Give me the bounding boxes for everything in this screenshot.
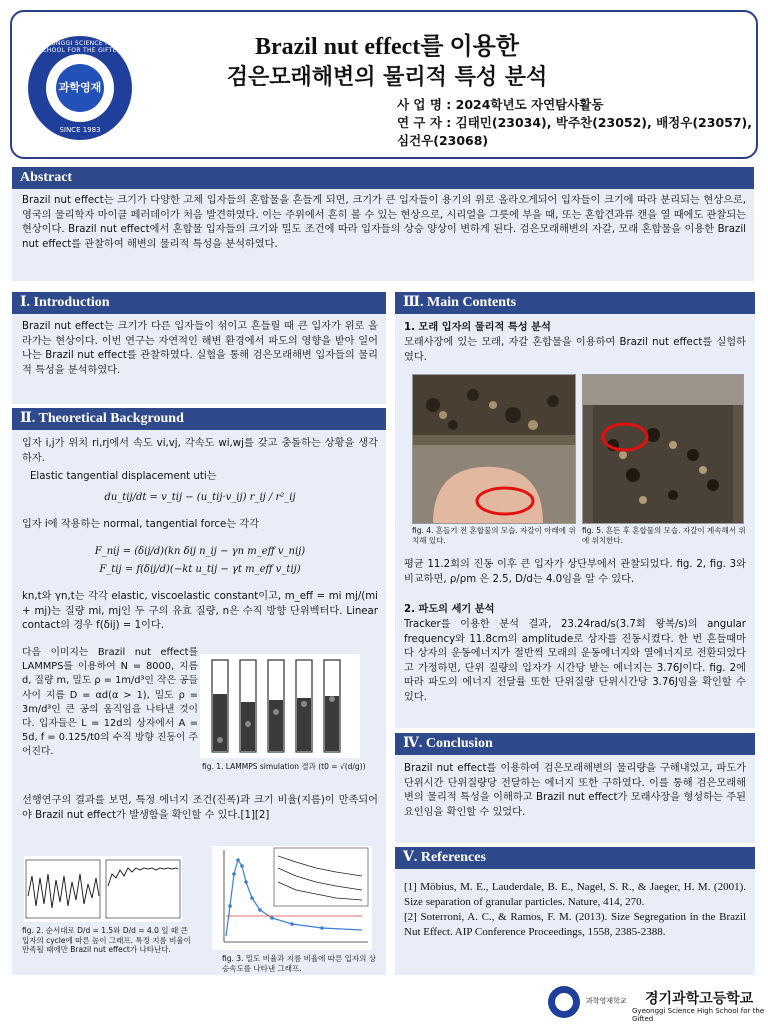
- conclusion-heading: Ⅳ. Conclusion: [395, 733, 755, 755]
- fig4-caption: fig. 4. 흔들기 전 혼합물의 모습. 자갈이 아래에 위치해 있다.: [412, 526, 576, 545]
- introduction-heading: Ⅰ. Introduction: [12, 292, 386, 314]
- theory-p2: Elastic tangential displacement uti는: [30, 471, 217, 482]
- conclusion-body: Brazil nut effect를 이용하여 검은모래해변의 물리량을 구해내었고, 파도가 단위시간 단위질량당 전달하는 에너지 또한 구하였다. 이를 통해 검은모래해변의 물리적 특성을 이해하고 Brazil nut effect가 모래사장을 형성하는 주된 요인임을 확인할 수 있었다.: [404, 763, 746, 818]
- fig2-caption: fig. 2. 순서대로 D/d = 1.5와 D/d = 4.0 일 때 큰 입자의 cycle에 따른 높이 그래프. 특정 지름 비율이 만족될 때에만 Brazil nut effect가 나타난다.: [22, 926, 191, 954]
- abstract-body: Brazil nut effect는 크기가 다양한 고체 입자들의 혼합물을 흔들게 되면, 크기가 큰 입자들이 용기의 위로 올라오게되어 입자들이 크기에 따라 분리되는 현상으로, 영국의 물리학자 마이클 페러데이가 처음 발견하였다. 이는 주위에서 흔히 볼 수 있는 현상으로, 시리얼을 그릇에 부을 때, 또는 혼합견과류 캔을 열 때에도 관찰되는 현상이다. Brazil nut effect에서 혼합물 입자들의 크기와 밀도 조건에 따라 입자들의 상승 양상이 변하게 된다. 검은모래해변의 자갈, 모래 혼합물을 이용한 Brazil nut effect를 관찰하여 해변의 물리적 특성을 분석하였다.: [22, 195, 746, 250]
- introduction-body: Brazil nut effect는 크기가 다른 입자들이 섞이고 흔들릴 때 큰 입자가 위로 올라가는 현상이다. 이번 연구는 자연적인 해변 환경에서 파도의 영향을 받아 일어나는 Brazil nut effect를 관찰하였다. 실험을 통해 검은모래해변 입자들의 물리적 특성을 분석하였다.: [22, 321, 378, 376]
- references-heading: Ⅴ. References: [395, 847, 755, 869]
- abstract-heading: Abstract: [12, 167, 754, 189]
- theory-p6: 선행연구의 결과를 보면, 특정 에너지 조건(진폭)과 크기 비율(지름)이 만족되어야 Brazil nut effect가 발생함을 확인할 수 있다.[1][2]: [22, 795, 378, 821]
- title-line2: 검은모래해변의 물리적 특성 분석: [226, 65, 548, 90]
- main-s1-body: 모래사장에 있는 모래, 자갈 혼합물을 이용하여 Brazil nut effect를 실험하였다.: [404, 337, 746, 363]
- logo-ring-top: GYEONGGI SCIENCE HIGH SCHOOL FOR THE GIFTED: [38, 40, 122, 54]
- equation-2a: F_nij = (δij/d)(kn δij n_ij − γn m_eff v_nij): [94, 546, 306, 557]
- main-s2-title: 2. 파도의 세기 분석: [404, 604, 495, 615]
- theory-p5: 다음 이미지는 Brazil nut effect를 LAMMPS를 이용하여 N = 8000, 지름 d, 질량 m, 밀도 ρ = 1m/d³인 작은 공들 사이 지름 D = αd(α > 1), 밀도 ρ = 3m/d³인 큰 공의 움직임을 나타낸 것이다. 입자들은 L = 12d의 상자에서 A = 5d, f = 0.125/t0의 수직 방향 진동이 주어진다.: [22, 647, 198, 758]
- logo-ring-bottom: SINCE 1983: [59, 126, 101, 134]
- school-logo: [28, 36, 132, 140]
- main-heading: Ⅲ. Main Contents: [395, 292, 755, 314]
- fig3-caption: fig. 3. 밀도 비율과 지름 비율에 따른 입자의 상승속도를 나타낸 그래프.: [222, 954, 377, 973]
- activity-label: 사 업 명 : 2024학년도 자연탐사활동: [397, 97, 604, 112]
- fig3-speed-graph: [212, 846, 372, 950]
- theory-p3: 입자 i에 작용하는 normal, tangential force는 각각: [22, 519, 260, 530]
- authors-block: [397, 96, 767, 150]
- main-s1-result: 평균 11.2회의 진동 이후 큰 입자가 상단부에서 관찰되었다. fig. 2, fig. 3와 비교하면, ρ/ρm 은 2.5, D/d는 4.0임을 알 수 있다.: [404, 559, 746, 585]
- equation-2b: F_tij = f(δij/d)(−kt u_tij − γt m_eff v_tij): [99, 564, 301, 575]
- fig1-caption: fig. 1. LAMMPS simulation 결과 (t0 = √(d/g)): [202, 762, 366, 771]
- fig5-photo: [582, 374, 744, 524]
- equation-1: du_tij/dt = v_tij − (u_tij·v_ij) r_ij / r²_ij: [104, 492, 296, 503]
- poster-header: [10, 10, 758, 159]
- fig5-caption: fig. 5. 흔든 후 혼합물의 모습. 자갈이 계속해서 위에 위치한다.: [582, 526, 746, 545]
- theory-heading: Ⅱ. Theoretical Background: [12, 408, 386, 430]
- researchers-label: 연 구 자 : 김태민(23034), 박주찬(23052), 배정우(23057),: [397, 115, 752, 130]
- fig2-height-graphs: [24, 856, 182, 922]
- footer-org-name: 경기과학고등학교: [645, 991, 754, 1007]
- researchers-line2: 심건우(23068): [397, 133, 489, 148]
- logo-core: 과학영재: [56, 64, 104, 112]
- theory-p4: kn,t와 γn,t는 각각 elastic, viscoelastic constant이고, m_eff = mi mj/(mi + mj)는 질량 mi, mj인 두 구의 유효 질량, n은 수직 방향 단위벡터다. Linear contact의 경우 f(δij) = 1이다.: [22, 591, 378, 632]
- fig4-photo: [412, 374, 576, 524]
- reference-1: [1] Möbius, M. E., Lauderdale, B. E., Nagel, S. R., & Jaeger, H. M. (2001). Size separation of granular particles. Nature, 414, 270.: [404, 881, 746, 908]
- fig1-lammps-image: [200, 654, 360, 758]
- footer-org-english: Gyeonggi Science High School for the Gifted: [632, 1007, 765, 1023]
- footer-org-small: 과학영재학교: [586, 997, 627, 1005]
- theory-p1: 입자 i,j가 위치 ri,rj에서 속도 vi,vj, 각속도 wi,wj를 갖고 충돌하는 상황을 생각하자.: [22, 438, 378, 464]
- reference-2: [2] Soterroni, A. C., & Ramos, F. M. (2013). Size Segregation in the Brazil Nut Effect. AIP Conference Proceedings, 1558, 2385-2388.: [404, 911, 746, 938]
- main-s2-body: Tracker를 이용한 분석 결과, 23.24rad/s(3.7회 왕복/s)의 angular frequency와 11.8cm의 amplitude로 상자를 진동시켰다. 한 번 흔들때마다 상자의 운동에너지가 절반씩 모래의 운동에너지와 열에너지로 전환되었다고 가정하면, 단위 질량의 입자가 시간당 받는 에너지는 3.76J이다. fig. 2에 따라 파도의 에너지 전달률 또한 단위질량 단위시간당 3.76J임을 확인할 수 있다.: [404, 619, 746, 703]
- title-line1: Brazil nut effect를 이용한: [254, 34, 519, 60]
- footer-logo: [548, 986, 580, 1018]
- main-s1-title: 1. 모래 입자의 물리적 특성 분석: [404, 322, 551, 333]
